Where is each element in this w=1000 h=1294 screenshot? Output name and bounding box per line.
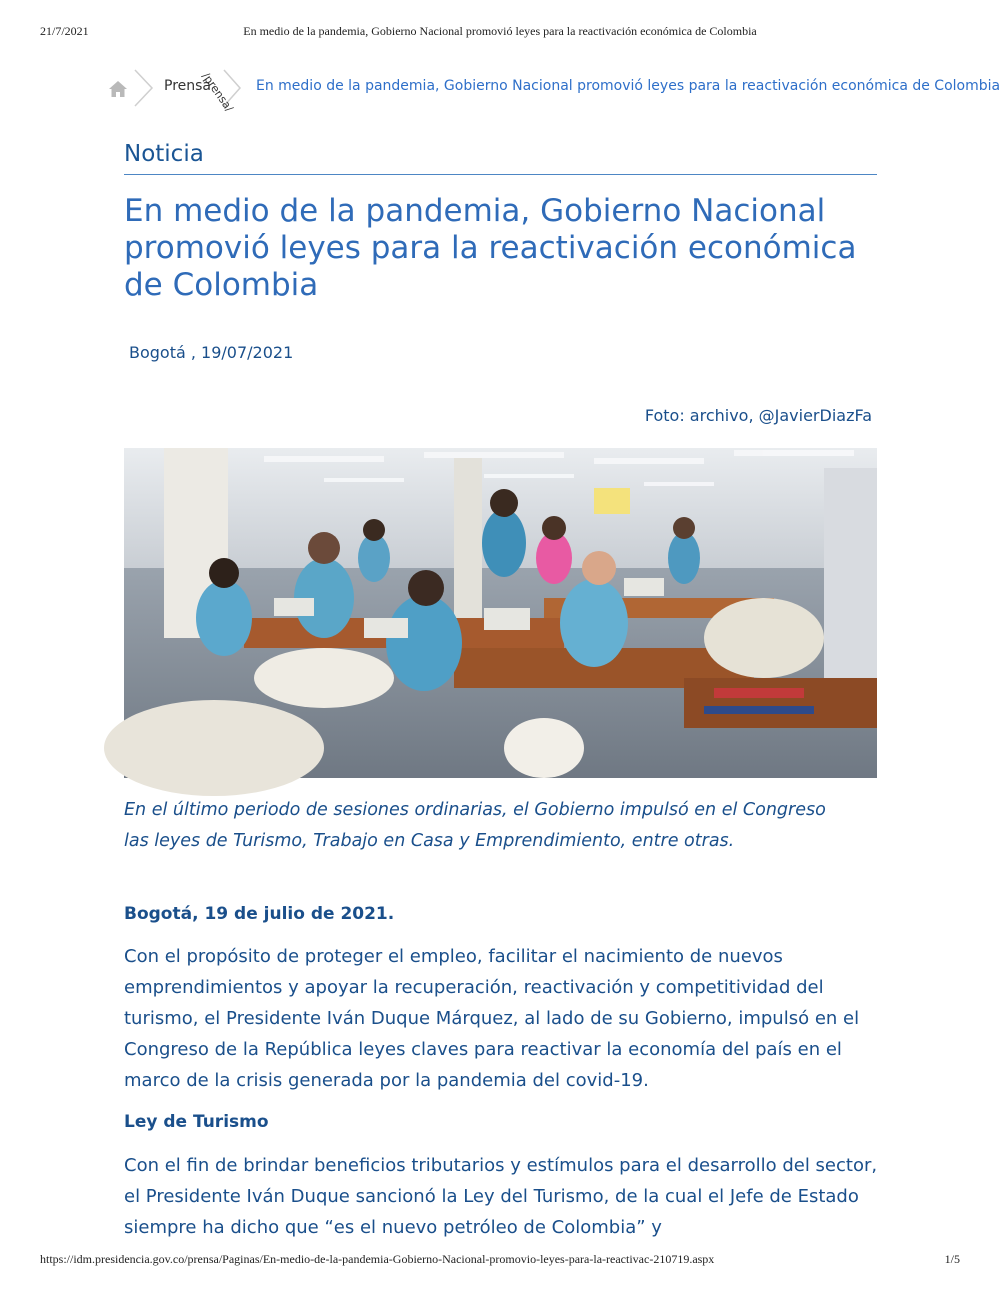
breadcrumb-item-prensa[interactable]: Prensa xyxy=(164,78,212,94)
page-number: 1/5 xyxy=(944,1252,960,1266)
article-dateline: Bogotá , 19/07/2021 xyxy=(129,343,294,362)
print-footer-url: https://idm.presidencia.gov.co/prensa/Paginas/En-medio-de-la-pandemia-Gobierno-Nacional-promovio-leyes-para-la-reactivac-210719.aspx xyxy=(40,1252,715,1266)
body-paragraph: Con el propósito de proteger el empleo, facilitar el nacimiento de nuevos emprendimientos y apoyar la recuperación, reactivación y competitividad del turismo, el Presidente Iván Duque Márquez, al lado de su Gobierno, impulsó en el Congreso de la República leyes claves para reactivar la economía del país en el marco de la crisis generada por la pandemia del covid-19. xyxy=(124,946,860,1091)
print-footer xyxy=(40,1252,960,1268)
chevron-right-icon xyxy=(199,68,250,115)
print-header-title: En medio de la pandemia, Gobierno Nacional promovió leyes para la reactivación económica de Colombia xyxy=(243,24,757,38)
article-photo xyxy=(124,448,877,778)
lead-date: Bogotá, 19 de julio de 2021. xyxy=(124,904,395,924)
photo-credit: Foto: archivo, @JavierDiazFa xyxy=(644,406,872,425)
section-divider xyxy=(124,174,877,175)
article-headline: En medio de la pandemia, Gobierno Nacional promovió leyes para la reactivación económica de Colombia xyxy=(124,193,857,303)
print-header-date: 21/7/2021 xyxy=(40,24,89,38)
breadcrumb xyxy=(106,68,1000,115)
breadcrumb-current[interactable]: En medio de la pandemia, Gobierno Nacional promovió leyes para la reactivación económica de Colombia xyxy=(256,78,1000,94)
breadcrumb-rotated-tag: /prensa/ xyxy=(199,70,236,115)
section-label: Noticia xyxy=(124,141,204,167)
home-icon[interactable] xyxy=(108,80,128,98)
print-header xyxy=(40,24,960,40)
photo-caption: En el último periodo de sesiones ordinarias, el Gobierno impulsó en el Congreso las leyes de Turismo, Trabajo en Casa y Emprendimiento, entre otras. xyxy=(124,800,826,851)
body-paragraph: Con el fin de brindar beneficios tributarios y estímulos para el desarrollo del sector, el Presidente Iván Duque sancionó la Ley del Turismo, de la cual el Jefe de Estado siempre ha dicho que “es el nuevo petróleo de Colombia” y xyxy=(124,1155,878,1238)
chevron-right-icon xyxy=(132,68,156,108)
subheading-ley-de-turismo: Ley de Turismo xyxy=(124,1112,269,1132)
